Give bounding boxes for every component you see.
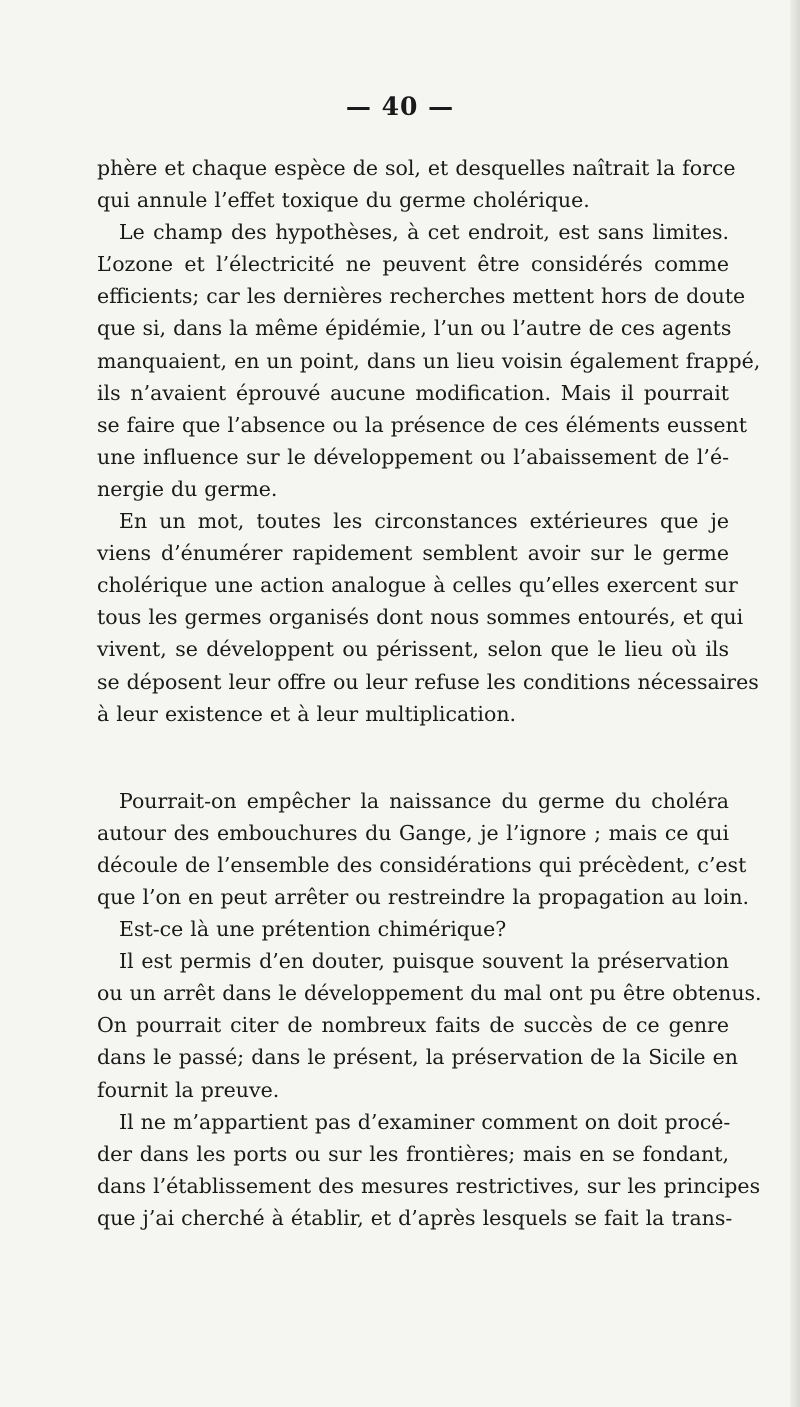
paragraph [97, 785, 750, 913]
text-line: ou un arrêt dans le développement du mal ont pu être obtenus. [97, 981, 762, 1006]
text-line: autour des embouchures du Gange, je l’ignore ; mais ce qui [97, 820, 729, 845]
paragraph [97, 216, 761, 505]
text-line: une influence sur le développement ou l’abaissement de l’é- [97, 444, 729, 469]
paragraph [97, 913, 729, 945]
text-line: dans l’établissement des mesures restrictives, sur les principes [97, 1173, 761, 1198]
text-line: L’ozone et l’électricité ne peuvent être considérés comme [97, 252, 729, 277]
section-gap [97, 730, 729, 785]
text-line: qui annule l’effet toxique du germe cholérique. [97, 188, 590, 213]
text-line: manquaient, en un point, dans un lieu voisin également frappé, [97, 348, 761, 373]
text-line: Il ne m’appartient pas d’examiner comment on doit procé- [119, 1109, 731, 1134]
text-line: En un mot, toutes les circonstances extérieures que je [119, 509, 729, 534]
body-text [97, 152, 762, 1234]
text-line: que j’ai cherché à établir, et d’après lesquels se fait la trans- [97, 1205, 733, 1230]
text-line: fournit la preuve. [97, 1077, 280, 1102]
text-line: Le champ des hypothèses, à cet endroit, est sans limites. [119, 220, 729, 245]
text-line: Est-ce là une prétention chimérique? [119, 917, 507, 942]
paragraph [97, 152, 736, 216]
text-line: viens d’énumérer rapidement semblent avoir sur le germe [97, 541, 729, 566]
text-line: se déposent leur offre ou leur refuse les conditions nécessaires [97, 669, 759, 694]
text-line: vivent, se développent ou périssent, selon que le lieu où ils [97, 637, 729, 662]
text-line: der dans les ports ou sur les frontières; mais en se fondant, [97, 1141, 729, 1166]
text-line: se faire que l’absence ou la présence de ces éléments eussent [97, 412, 747, 437]
text-line: Il est permis d’en douter, puisque souvent la préservation [119, 949, 729, 974]
text-line: tous les germes organisés dont nous sommes entourés, et qui [97, 605, 744, 630]
text-line: ils n’avaient éprouvé aucune modification. Mais il pourrait [97, 380, 729, 405]
page-edge [790, 0, 800, 1407]
paragraph [97, 945, 762, 1105]
text-line: efficients; car les dernières recherches mettent hors de doute [97, 284, 746, 309]
paragraph [97, 1106, 761, 1234]
text-line: cholérique une action analogue à celles qu’elles exercent sur [97, 573, 738, 598]
text-line: Pourrait-on empêcher la naissance du germe du choléra [119, 788, 729, 813]
text-line: dans le passé; dans le présent, la préservation de la Sicile en [97, 1045, 738, 1070]
text-line: à leur existence et à leur multiplication. [97, 701, 517, 726]
text-line: On pourrait citer de nombreux faits de succès de ce genre [97, 1013, 729, 1038]
paragraph [97, 505, 759, 730]
page-number: — 40 — [345, 92, 455, 121]
text-line: phère et chaque espèce de sol, et desquelles naîtrait la force [97, 156, 736, 180]
text-line: découle de l’ensemble des considérations qui précèdent, c’est [97, 852, 747, 877]
text-line: que si, dans la même épidémie, l’un ou l’autre de ces agents [97, 316, 732, 341]
text-line: nergie du germe. [97, 476, 278, 501]
text-line: que l’on en peut arrêter ou restreindre la propagation au loin. [97, 884, 750, 909]
